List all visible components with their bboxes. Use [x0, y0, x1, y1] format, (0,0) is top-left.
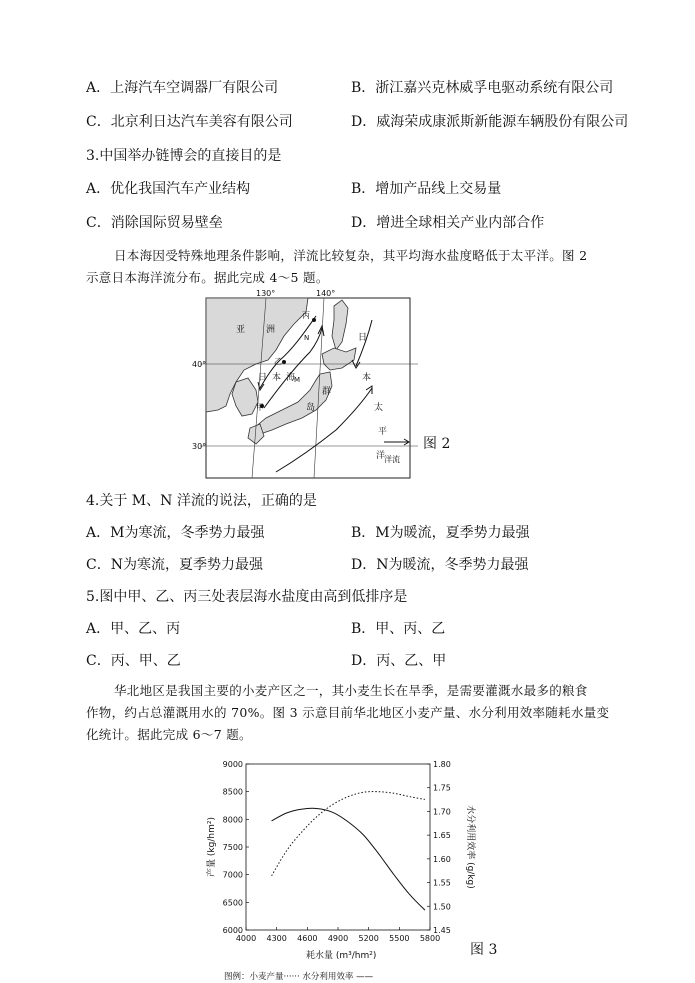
y-left-tick-label: 6000 — [222, 926, 243, 935]
wheat-yield-chart — [196, 750, 496, 982]
y-right-tick-label: 1.55 — [433, 878, 451, 888]
x-tick-label: 4600 — [297, 934, 318, 943]
q3-option-a: A．优化我国汽车产业结构 — [86, 181, 251, 197]
map-label: 洲 — [266, 325, 276, 335]
q5-option-d: D．丙、乙、甲 — [351, 653, 447, 669]
y-left-tick-label: 6500 — [222, 898, 243, 908]
lon-label: 140° — [316, 289, 336, 298]
passage-japan-sea — [86, 245, 626, 289]
y-right-tick-label: 1.45 — [433, 926, 451, 935]
map-label: 太 — [374, 403, 384, 413]
x-tick-label: 5500 — [389, 934, 410, 943]
q4-option-d: D．N为暖流，冬季势力最强 — [351, 557, 529, 573]
y-right-tick-label: 1.65 — [433, 831, 451, 841]
map-label: 乙 — [274, 357, 282, 366]
map-label: 岛 — [306, 403, 316, 413]
q5-option-c: C．丙、甲、乙 — [86, 653, 181, 669]
q4-stem: 4.关于 M、N 洋流的说法，正确的是 — [86, 493, 317, 509]
passage-line: 作物，约占总灌溉用水的 70%。图 3 示意目前华北地区小麦产量、水分利用效率随耗水量变 — [86, 705, 610, 720]
figure-2-caption: 图 2 — [423, 436, 451, 452]
chart-legend: 图例：小麦产量······ 水分利用效率 —— — [224, 972, 374, 982]
q3-option-b: B．增加产品线上交易量 — [351, 181, 502, 197]
map-label: M — [294, 376, 301, 384]
y-right-tick-label: 1.70 — [433, 807, 451, 817]
y-right-tick-label: 1.80 — [433, 760, 451, 769]
y-right-tick-label: 1.60 — [433, 854, 451, 864]
y-right-tick-label: 1.50 — [433, 902, 451, 912]
passage-line: 华北地区是我国主要的小麦产区之一，其小麦生长在旱季，是需要灌溉水最多的粮食 — [114, 683, 588, 698]
lat-label: 30° — [192, 442, 207, 451]
q2-option-d: D．威海荣成康派斯新能源车辆股份有限公司 — [351, 114, 629, 130]
x-tick-label: 4900 — [327, 934, 349, 943]
q2-option-a: A．上海汽车空调器厂有限公司 — [86, 80, 279, 96]
map-label: 群 — [322, 387, 332, 397]
point-yi — [282, 360, 286, 364]
y-left-tick-label: 8500 — [222, 787, 243, 797]
plot-frame — [246, 764, 430, 930]
map-label: N — [304, 334, 310, 342]
japan-sea-current-map — [192, 289, 446, 490]
passage-line: 示意日本海洋流分布。据此完成 4～5 题。 — [86, 270, 329, 285]
map-label: 日 — [258, 373, 268, 383]
y-right-axis-label: 水分利用效率 (g/kg) — [465, 805, 475, 889]
y-left-tick-label: 8000 — [222, 815, 243, 825]
figure-3-caption: 图 3 — [470, 942, 498, 958]
q3-stem: 3.中国举办链博会的直接目的是 — [86, 148, 282, 164]
q2-option-c: C．北京利日达汽车美容有限公司 — [86, 114, 293, 130]
q3-option-d: D．增进全球相关产业内部合作 — [351, 215, 545, 231]
y-left-axis-label: 产量 (kg/hm²) — [207, 817, 217, 877]
q4-option-c: C．N为寒流，夏季势力最强 — [86, 557, 263, 573]
x-tick-label: 5200 — [358, 934, 379, 943]
lon-label: 130° — [256, 289, 276, 298]
x-axis-label: 耗水量 (m³/hm²) — [306, 951, 377, 961]
passage-north-china-wheat — [86, 680, 626, 746]
point-bing — [312, 318, 316, 322]
map-label: 平 — [378, 427, 388, 437]
q5-option-b: B．甲、丙、乙 — [351, 621, 446, 637]
y-left-tick-label: 9000 — [222, 760, 243, 769]
map-label: 本 — [272, 373, 282, 383]
map-label: 洋 — [376, 451, 386, 461]
map-label: 丙 — [302, 311, 310, 320]
q4-option-a: A．M为寒流，冬季势力最强 — [86, 525, 265, 541]
q5-stem: 5.图中甲、乙、丙三处表层海水盐度由高到低排序是 — [86, 589, 408, 605]
y-right-tick-label: 1.75 — [433, 783, 451, 793]
passage-line: 化统计。据此完成 6～7 题。 — [86, 727, 252, 742]
lat-label: 40° — [192, 360, 207, 369]
y-left-tick-label: 7500 — [222, 843, 243, 852]
map-label: 甲 — [256, 403, 264, 412]
q4-option-b: B．M为暖流，夏季势力最强 — [351, 525, 530, 541]
series-water-efficiency-line — [272, 808, 425, 910]
y-left-tick-label: 7000 — [222, 870, 243, 880]
x-tick-label: 4000 — [235, 934, 257, 943]
map-label: 日 — [358, 333, 368, 343]
q5-option-a: A．甲、乙、丙 — [86, 621, 181, 637]
x-tick-label: 5800 — [419, 934, 441, 943]
map-label: 本 — [362, 373, 372, 383]
passage-line: 日本海因受特殊地理条件影响，洋流比较复杂，其平均海水盐度略低于太平洋。图 2 — [114, 248, 588, 263]
q2-option-b: B．浙江嘉兴克林威孚电驱动系统有限公司 — [351, 80, 614, 96]
map-label: 海 — [286, 373, 296, 383]
x-tick-label: 4300 — [266, 934, 287, 943]
q3-option-c: C．消除国际贸易壁垒 — [86, 215, 223, 231]
series-yield-line — [272, 792, 425, 876]
map-legend-label: 洋流 — [384, 455, 400, 464]
map-label: 亚 — [236, 325, 246, 335]
